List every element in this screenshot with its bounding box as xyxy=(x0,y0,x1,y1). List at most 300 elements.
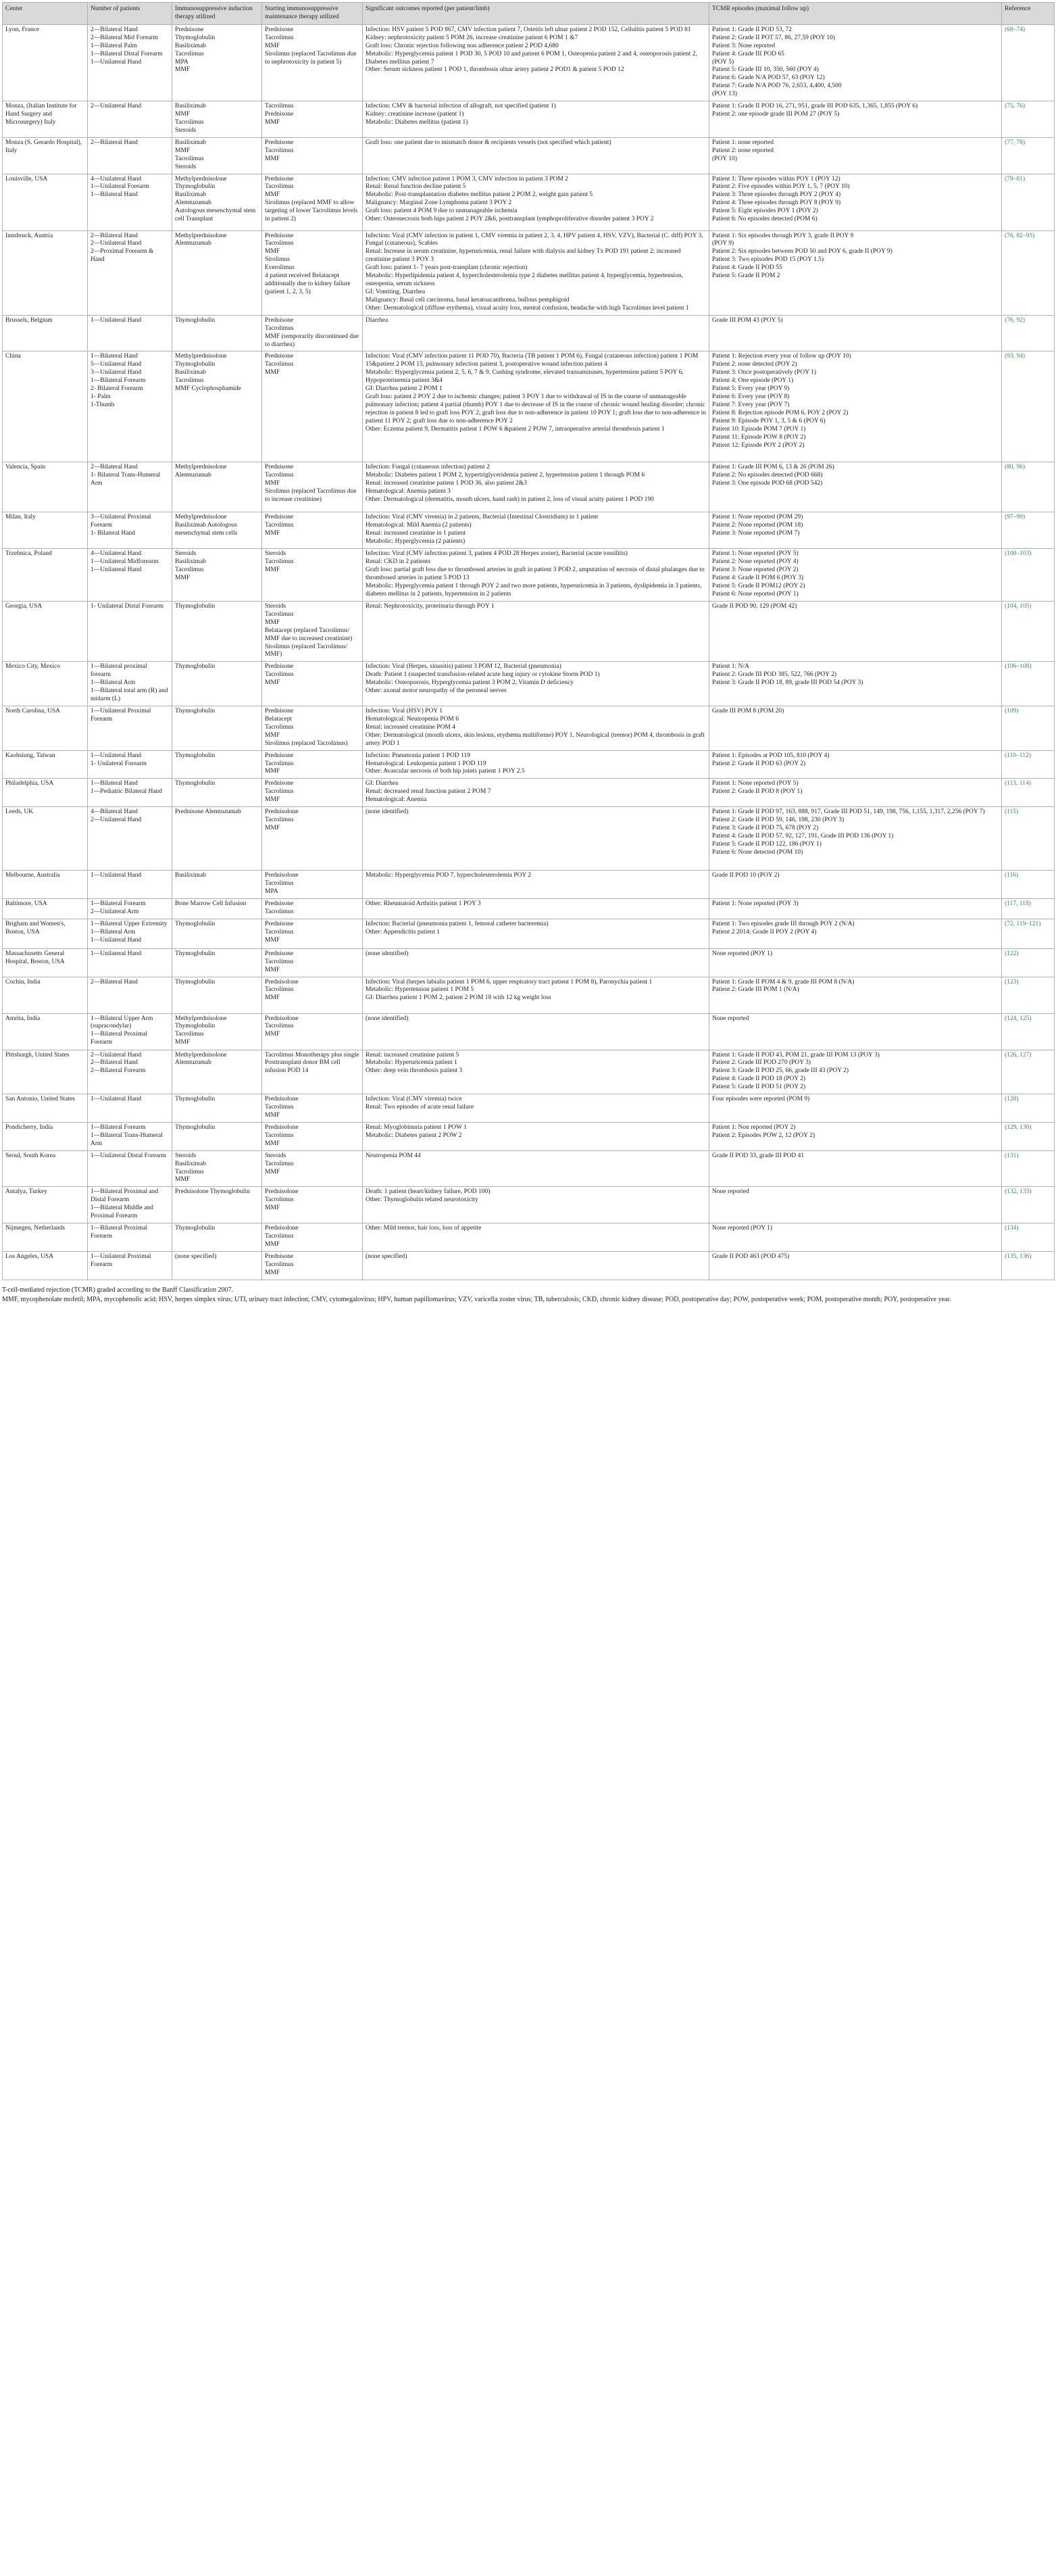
footnote-abbreviations: MMF, mycophenolate mofetil; MPA, mycophenolic acid; HSV, herpes simplex virus; UTI, urinary tract infection; CMV, cytomegalovirus; HPV, human papillomavirus; VZV, varicella zoster virus; TB, tuberculosis; CKD, chronic kidney disease; POD, postoperative day; POW, postoperative week; POM, postoperative month; POY, postoperative year. xyxy=(2,1296,951,1304)
cell-line: Thymoglobulin xyxy=(175,920,216,927)
cell-line: Patient 2: None reported (POM 18) xyxy=(712,522,803,529)
cell-line: Infection: CMV & bacterial infection of allograft, not specified (patient 1) xyxy=(366,103,556,110)
cell-line: Patient 12: Episode POY 2 (POY 2) xyxy=(712,441,805,449)
reference-link[interactable]: (93, 94) xyxy=(1005,353,1026,360)
cell-tcmr xyxy=(709,137,1002,174)
cell-outcomes xyxy=(363,807,709,871)
cell-line: Renal: increased creatinine POM 4 xyxy=(366,723,455,731)
reference-link[interactable]: (116) xyxy=(1005,872,1019,879)
cell-line: 2—Bilateral Hand xyxy=(91,232,138,239)
cell-line: (none identified) xyxy=(366,808,409,816)
cell-line: Patient 1: Grade III POM 6, 13 & 26 (POM 26) xyxy=(712,464,834,471)
cell-line: Patient 3: None reported xyxy=(712,42,776,49)
cell-line: Patient 10: Episode POM 7 (POY 1) xyxy=(712,425,806,433)
cell-tcmr xyxy=(709,1122,1002,1150)
cell-maintenance xyxy=(262,948,363,977)
cell-patients xyxy=(88,24,172,101)
cell-outcomes xyxy=(363,948,709,977)
cell-center xyxy=(3,462,88,512)
cell-tcmr xyxy=(709,512,1002,549)
reference-link[interactable]: (80, 96) xyxy=(1005,464,1026,471)
cell-patients xyxy=(88,807,172,871)
cell-line: Hematological: Anemia xyxy=(366,796,427,804)
cell-line: GI: Diarrhea patient 1 POM 2, patient 2 POM 18 with 12 kg weight loss xyxy=(366,994,551,1002)
cell-line: 2—Bilateral Hand xyxy=(91,978,138,986)
cell-induction xyxy=(172,462,262,512)
table-row xyxy=(3,919,1055,948)
cell-line: Infection: Viral (CMV infection patient 3, patient 4 POD 28 Herpes zoster), Bacterial (acute tonsilitis) xyxy=(366,550,628,558)
cell-patients xyxy=(88,1223,172,1252)
reference-link[interactable]: (115) xyxy=(1005,808,1019,816)
cell-line: Brigham and Women's, Boston, USA xyxy=(5,920,66,935)
cell-line: Tacrolimus xyxy=(265,671,294,679)
cell-center xyxy=(3,1013,88,1050)
cell-outcomes xyxy=(363,462,709,512)
cell-line: Prednisolone xyxy=(265,872,299,879)
cell-line: Prednisone xyxy=(265,780,294,787)
cell-line: 1—Bilateral proximal forearm xyxy=(91,663,147,679)
reference-link[interactable]: (122) xyxy=(1005,950,1019,957)
cell-line: Prednisolone xyxy=(265,978,299,986)
cell-line: Patient 4: Grade III POD 65 xyxy=(712,50,784,57)
reference-link[interactable]: (123) xyxy=(1005,978,1019,986)
cell-line: Infection: Viral (herpes labialis patient 1 POM 6, upper respiratory tract patient 1 POM 8), Paronychia patient 1 xyxy=(366,978,653,986)
cell-line: Pondicherry, India xyxy=(5,1123,53,1131)
cell-line: Patient 1: None reported (POY 5) xyxy=(712,550,799,558)
cell-patients xyxy=(88,1187,172,1223)
cell-line: Patient 2: Grade III POD 385, 522, 766 (POY 2) xyxy=(712,671,837,679)
cell-maintenance xyxy=(262,1187,363,1223)
cell-line: MMF xyxy=(265,1140,280,1147)
cell-maintenance xyxy=(262,24,363,101)
cell-patients xyxy=(88,1013,172,1050)
cell-maintenance xyxy=(262,1223,363,1252)
col-header-induction: Immunosuppressive induction therapy utilized xyxy=(172,3,262,25)
cell-line: Patient 5: Every year (POY 9) xyxy=(712,385,790,393)
cell-outcomes xyxy=(363,24,709,101)
cell-line: 2- Bilateral Forearm xyxy=(91,385,143,393)
cell-tcmr xyxy=(709,601,1002,661)
cell-line: Thymoglobulin xyxy=(175,34,216,41)
cell-line: Other: Thymoglobulin related neurotoxicity xyxy=(366,1196,478,1204)
cell-reference[interactable] xyxy=(1002,1150,1055,1187)
cell-outcomes xyxy=(363,601,709,661)
cell-line: 1—Bilateral total arm (R) and midarm (L) xyxy=(91,687,168,703)
cell-induction xyxy=(172,230,262,315)
cell-reference[interactable] xyxy=(1002,706,1055,751)
cell-line: Thymoglobulin xyxy=(175,1096,216,1103)
cell-line: Tacrolimus xyxy=(175,155,204,162)
cell-induction xyxy=(172,101,262,138)
cell-line: Baltimore, USA xyxy=(5,900,47,907)
reference-link[interactable]: (72, 119–121) xyxy=(1005,920,1041,927)
cell-outcomes xyxy=(363,871,709,899)
cell-line: Steroids xyxy=(265,550,286,558)
cell-line: (POY 13) xyxy=(712,91,737,98)
cell-reference[interactable] xyxy=(1002,948,1055,977)
cell-line: 3—Unilateral Hand xyxy=(91,369,142,376)
cell-line: Thymoglobulin xyxy=(175,1023,216,1030)
cell-line: Sirolimus xyxy=(265,256,290,264)
cell-line: Patient 5: Grade II POM 2 xyxy=(712,272,780,280)
cell-line: Renal: increased creatinine in 1 patient xyxy=(366,530,466,537)
cell-center xyxy=(3,779,88,807)
cell-line: Mexico City, Mexico xyxy=(5,663,60,671)
cell-line: 2—Bilateral Hand xyxy=(91,464,138,471)
cell-line: Metabolic: Hypertension patient 1 POM 5 xyxy=(366,986,474,994)
cell-reference[interactable] xyxy=(1002,779,1055,807)
cell-line: MMF xyxy=(265,248,280,256)
cell-line: 1—Unilateral Hand xyxy=(91,872,142,879)
cell-line: Patient 2: Five episodes within POY 1, 5, 7 (POY 10) xyxy=(712,183,850,191)
cell-induction xyxy=(172,977,262,1013)
cell-patients xyxy=(88,549,172,602)
table-row xyxy=(3,24,1055,101)
cell-reference[interactable] xyxy=(1002,898,1055,919)
cell-line: Patient 1: Grade II POD 43, POM 21, grade III POM 13 (POY 3) xyxy=(712,1051,880,1059)
cell-line: Infection: Fungal (cutaneous infection) patient 2 xyxy=(366,464,490,471)
cell-tcmr xyxy=(709,1013,1002,1050)
cell-line: Alemtuzumab xyxy=(175,199,211,207)
cell-reference[interactable] xyxy=(1002,462,1055,512)
cell-line: (POY 10) xyxy=(712,155,737,162)
cell-maintenance xyxy=(262,898,363,919)
cell-line: Patient 2: Grade II POT 57, 86, 27,59 (POY 10) xyxy=(712,34,836,41)
cell-patients xyxy=(88,315,172,351)
cell-reference[interactable] xyxy=(1002,601,1055,661)
cell-induction xyxy=(172,871,262,899)
cell-maintenance xyxy=(262,807,363,871)
reference-link[interactable]: (124, 125) xyxy=(1005,1015,1032,1022)
cell-line: Other: axonal motor neuropathy of the peroneal nerves xyxy=(366,687,507,695)
cell-line: Patient 6: No episodes detected (POM 6) xyxy=(712,216,818,223)
cell-line: Prednisone xyxy=(265,514,294,521)
cell-line: Patient 11: Episode POW 8 (POY 2) xyxy=(712,433,806,441)
cell-outcomes xyxy=(363,549,709,602)
cell-reference[interactable] xyxy=(1002,1013,1055,1050)
table-row xyxy=(3,1187,1055,1223)
cell-line: Tacrolimus xyxy=(265,1160,294,1167)
cell-outcomes xyxy=(363,750,709,779)
cell-reference[interactable] xyxy=(1002,1223,1055,1252)
cell-line: Methylprednisolone xyxy=(175,1051,227,1059)
reference-link[interactable]: (117, 118) xyxy=(1005,900,1031,907)
cell-line: Patient 9: Episode POY 1, 3, 5 & 6 (POY 6) xyxy=(712,417,826,424)
cell-center xyxy=(3,1252,88,1280)
cell-line: MMF xyxy=(175,1039,191,1046)
cell-line: Los Angeles, USA xyxy=(5,1253,53,1261)
reference-link[interactable]: (77, 78) xyxy=(1005,139,1026,146)
cell-line: Patient 8: Rejection episode POM 6, POY 2 (POY 2) xyxy=(712,409,849,416)
cell-line: Thymoglobulin xyxy=(175,752,216,759)
cell-line: 1—Bilateral Proximal Forearm xyxy=(91,1031,148,1046)
reference-link[interactable]: (135, 136) xyxy=(1005,1253,1032,1261)
cell-line: MMF xyxy=(265,679,280,687)
cell-line: 2—Unilateral Hand xyxy=(91,240,142,247)
cell-line: Alemtuzumab xyxy=(175,1059,211,1067)
cell-reference[interactable] xyxy=(1002,919,1055,948)
cell-line: Autologous mesenchymal stem cell Transplant xyxy=(175,208,256,223)
cell-line: Prednisolone xyxy=(265,1225,299,1232)
cell-induction xyxy=(172,601,262,661)
cell-line: Thymoglobulin xyxy=(175,663,216,671)
cell-reference[interactable] xyxy=(1002,977,1055,1013)
cell-line: Basiliximab Autologous mesenchymal stem cells xyxy=(175,522,238,537)
cell-tcmr xyxy=(709,750,1002,779)
cell-line: Valencia, Spain xyxy=(5,464,46,471)
cell-outcomes xyxy=(363,1150,709,1187)
cell-outcomes xyxy=(363,706,709,751)
cell-line: Basiliximab xyxy=(175,369,206,376)
cell-center xyxy=(3,750,88,779)
cell-line: Renal: Two episodes of acute renal failure xyxy=(366,1104,474,1111)
cell-line: 2—Unilateral Hand xyxy=(91,103,142,110)
cell-line: Tacrolimus xyxy=(265,558,294,566)
cell-line: Patient 4: Grade II POD 57, 92, 127, 191, Grade III POD 136 (POY 1) xyxy=(712,832,894,840)
cell-line: Patient 3: Grade II POD 25, 66, grade III 43 (POY 2) xyxy=(712,1067,849,1075)
table-row xyxy=(3,807,1055,871)
cell-reference[interactable] xyxy=(1002,137,1055,174)
cell-tcmr xyxy=(709,351,1002,462)
reference-link[interactable]: (131) xyxy=(1005,1152,1019,1159)
cell-line: GI: Vomiting, Diarrhea xyxy=(366,288,426,295)
cell-line: Lyon, France xyxy=(5,26,40,33)
cell-center xyxy=(3,137,88,174)
cell-center xyxy=(3,174,88,230)
cell-maintenance xyxy=(262,662,363,706)
cell-reference[interactable] xyxy=(1002,1252,1055,1280)
cell-line: MMF xyxy=(265,994,280,1002)
cell-patients xyxy=(88,1150,172,1187)
cell-induction xyxy=(172,1013,262,1050)
cell-line: Patient 4: One episode (POY 1) xyxy=(712,377,794,385)
cell-reference[interactable] xyxy=(1002,315,1055,351)
col-header-tcmr: TCMR episodes (maximal follow up) xyxy=(709,3,1002,25)
cell-line: Seoul, South Korea xyxy=(5,1152,56,1159)
cell-line: Belatacept (replaced Tacrolimus/ MMF due to increased creatinine) xyxy=(265,627,353,642)
cell-tcmr xyxy=(709,315,1002,351)
reference-link[interactable]: (68–74) xyxy=(1005,26,1026,33)
cell-line: MMF xyxy=(265,1168,280,1175)
cell-line: Death: 1 patient (heart/kidney failure, POD 100) xyxy=(366,1188,491,1196)
reference-link[interactable]: (128) xyxy=(1005,1096,1019,1103)
cell-line: 2—Bilateral Hand xyxy=(91,26,138,33)
cell-line: Patient 5: Eight episodes POY 1 (POY 2) xyxy=(712,208,818,215)
cell-center xyxy=(3,351,88,462)
cell-line: Hematological: Anemia patient 3 xyxy=(366,488,451,495)
cell-tcmr xyxy=(709,919,1002,948)
cell-line: Sirolimus (replaced Tacrolimus/ MMF) xyxy=(265,643,348,658)
cell-line: Patient 1: Two episodes grade III through POY 2 (N/A) xyxy=(712,920,855,927)
cell-line: MMF xyxy=(265,936,280,944)
reference-link[interactable]: (109) xyxy=(1005,708,1019,715)
cell-maintenance xyxy=(262,601,363,661)
cell-line: Bone Marrow Cell Infusion xyxy=(175,900,247,907)
cell-line: Basiliximab xyxy=(175,1160,206,1167)
cell-line: MMF xyxy=(175,1176,191,1184)
cell-line: Patient 3: None reported (POY 2) xyxy=(712,566,799,574)
cell-line: Malignancy: Basal cell carcinoma, basal keratoacanthoma, bullous pemphigoid xyxy=(366,296,570,303)
cell-reference[interactable] xyxy=(1002,351,1055,462)
cell-line: Alemtuzumab xyxy=(175,472,211,479)
cell-line: Renal: CKD in 2 patients xyxy=(366,558,431,566)
cell-line: Tacrolimus xyxy=(175,566,204,574)
cell-reference[interactable] xyxy=(1002,1050,1055,1094)
cell-induction xyxy=(172,1150,262,1187)
cell-patients xyxy=(88,750,172,779)
reference-link[interactable]: (132, 133) xyxy=(1005,1188,1032,1196)
cell-reference[interactable] xyxy=(1002,174,1055,230)
cell-line: Steroids xyxy=(175,550,197,558)
cell-line: Patient 1: Grade II POD 16, 271, 951, grade III POD 635, 1,365, 1,855 (POY 6) xyxy=(712,103,918,110)
reference-link[interactable]: (104, 105) xyxy=(1005,602,1032,610)
cell-outcomes xyxy=(363,1050,709,1094)
cell-line: Death: Patient 1 (suspected transfusion-related acute lung injury or cytokine Storm POD 1) xyxy=(366,671,600,679)
cell-line: Prednisone xyxy=(265,663,294,671)
cell-line: Prednisone xyxy=(265,232,294,239)
header-row xyxy=(3,3,1055,25)
cell-line: 1- Unilateral Distal Forearm xyxy=(91,602,164,610)
cell-line: 1—Bilateral Arm xyxy=(91,928,136,935)
cell-induction xyxy=(172,351,262,462)
cell-line: MMF xyxy=(265,731,280,739)
cell-line: Four episodes were reported (POM 9) xyxy=(712,1096,810,1103)
reference-link[interactable]: (129, 130) xyxy=(1005,1123,1032,1131)
cell-reference[interactable] xyxy=(1002,750,1055,779)
cell-line: 2—Unilateral Arm xyxy=(91,908,139,915)
reference-link[interactable]: (126, 127) xyxy=(1005,1051,1032,1059)
cell-line: MMF xyxy=(265,530,280,537)
reference-link[interactable]: (106–108) xyxy=(1005,663,1032,671)
cell-reference[interactable] xyxy=(1002,662,1055,706)
cell-maintenance xyxy=(262,351,363,462)
cell-reference[interactable] xyxy=(1002,512,1055,549)
cell-reference[interactable] xyxy=(1002,101,1055,138)
cell-line: Renal: Increase in serum creatinine, hyperuricemia, renal failure with dialysis and kidney Tx POD 191 patient 2; increased creatinine patient 3 POY 3 xyxy=(366,248,681,264)
cell-line: None reported (POY 1) xyxy=(712,1225,773,1232)
cell-tcmr xyxy=(709,101,1002,138)
cell-line: Prednisone xyxy=(265,464,294,471)
table-row xyxy=(3,1223,1055,1252)
cell-patients xyxy=(88,977,172,1013)
cell-maintenance xyxy=(262,919,363,948)
cell-line: Infection: Viral (HSV) POY 1 xyxy=(366,708,443,715)
cell-line: Methylprednisolone xyxy=(175,1015,227,1022)
cell-reference[interactable] xyxy=(1002,1094,1055,1123)
table-row xyxy=(3,977,1055,1013)
cell-line: Kidney: nephrotoxicity patient 5 POM 26, increase creatinine patient 6 POM 1 &7 xyxy=(366,34,578,41)
cell-line: Patient 2: None reported (POY 4) xyxy=(712,558,799,566)
cell-line: Patient 3: One episode POD 68 (POD 542) xyxy=(712,480,823,487)
cell-line: Prednisolone Thymoglobulin xyxy=(175,1188,250,1196)
cell-reference[interactable] xyxy=(1002,549,1055,602)
cell-line: Other: deep vein thrombosis patient 3 xyxy=(366,1067,463,1075)
cell-tcmr xyxy=(709,1050,1002,1094)
cell-line: (POY 5) xyxy=(712,58,734,66)
cell-line: Tacrolimus xyxy=(265,928,294,935)
cell-reference[interactable] xyxy=(1002,230,1055,315)
cell-center xyxy=(3,315,88,351)
reference-link[interactable]: (79–81) xyxy=(1005,175,1026,183)
reference-link[interactable]: (100–103) xyxy=(1005,550,1032,558)
cell-reference[interactable] xyxy=(1002,807,1055,871)
cell-line: (none identified) xyxy=(366,1015,409,1022)
cell-tcmr xyxy=(709,779,1002,807)
cell-line: Metabolic: Diabetes patient 2 POW 2 xyxy=(366,1132,462,1139)
cell-line: Tacrolimus Monotherapy plus single Posttransplant donor BM cell infusion POD 14 xyxy=(265,1051,359,1075)
cell-maintenance xyxy=(262,462,363,512)
cell-reference[interactable] xyxy=(1002,1122,1055,1150)
cell-line: Patient 3: Once postoperatively (POY 1) xyxy=(712,369,816,376)
reference-link[interactable]: (75, 76) xyxy=(1005,103,1026,110)
cell-maintenance xyxy=(262,512,363,549)
reference-link[interactable]: (76, 92) xyxy=(1005,316,1026,324)
cell-outcomes xyxy=(363,1223,709,1252)
reference-link[interactable]: (113, 114) xyxy=(1005,780,1031,787)
cell-reference[interactable] xyxy=(1002,24,1055,101)
cell-patients xyxy=(88,1050,172,1094)
cell-line: Renal: Myoglobinuria patient 1 POW 1 xyxy=(366,1123,467,1131)
cell-reference[interactable] xyxy=(1002,871,1055,899)
cell-line: None reported xyxy=(712,1188,749,1196)
reference-link[interactable]: (97–99) xyxy=(1005,514,1026,521)
cell-line: Patient 2: none reported xyxy=(712,147,774,154)
reference-link[interactable]: (110–112) xyxy=(1005,752,1031,759)
cell-line: Patient 6: Grade N/A POD 57, 63 (POY 12) xyxy=(712,74,825,82)
cell-line: Prednisone xyxy=(265,111,294,118)
cell-line: 1—Bilateral Hand xyxy=(91,353,138,360)
cell-tcmr xyxy=(709,174,1002,230)
cell-line: Kidney: creatinine increase (patient 1) xyxy=(366,111,464,118)
cell-line: 1—Unilateral Hand xyxy=(91,1096,142,1103)
cell-maintenance xyxy=(262,549,363,602)
reference-link[interactable]: (76, 82–93) xyxy=(1005,232,1035,239)
cell-maintenance xyxy=(262,1050,363,1094)
cell-line: Patient 5: Grade III 10, 350, 560 (POY 4) xyxy=(712,66,819,74)
cell-reference[interactable] xyxy=(1002,1187,1055,1223)
cell-line: Patient 2: Grade II POD 8 (POY 1) xyxy=(712,788,803,796)
cell-induction xyxy=(172,1223,262,1252)
cell-line: GI: Diarrhea patient 2 POM 1 xyxy=(366,385,443,393)
cell-line: Other: Serum sickness patient 1 POD 1, thrombosis ulnar artery patient 2 POD1 & patient 5 POD 12 xyxy=(366,66,624,74)
cell-line: Graft loss: patient 1- 7 years post-transplant (chronic rejection) xyxy=(366,264,528,272)
cell-line: 2—Unilateral Hand xyxy=(91,817,142,824)
cell-maintenance xyxy=(262,977,363,1013)
cell-line: Methylprednisolone xyxy=(175,232,227,239)
reference-link[interactable]: (134) xyxy=(1005,1225,1019,1232)
cell-line: San Antonio, United States xyxy=(5,1096,75,1103)
cell-line: Methylprednisolone xyxy=(175,514,227,521)
cell-patients xyxy=(88,662,172,706)
cell-patients xyxy=(88,948,172,977)
table-row xyxy=(3,137,1055,174)
cell-line: MMF xyxy=(265,42,280,49)
cell-line: Tacrolimus xyxy=(175,377,204,385)
cell-line: Graft loss: one patient due to mismatch donor & recipients vessels (not specified which patient) xyxy=(366,139,611,146)
cell-line: Patient 1: Rejection every year of follow up (POY 10) xyxy=(712,353,851,360)
table-row xyxy=(3,230,1055,315)
cell-patients xyxy=(88,230,172,315)
cell-line: Prednisone xyxy=(175,26,204,33)
cell-line: MMF xyxy=(265,1031,280,1038)
cell-tcmr xyxy=(709,549,1002,602)
cell-line: None reported xyxy=(712,1015,749,1022)
cell-line: Patient 3: Two episodes POD 15 (POY 1.5) xyxy=(712,256,824,264)
cell-line: Patient 6: None reported (POY 1) xyxy=(712,591,799,598)
cell-line: Patient 2: Grade III POD 270 (POY 3) xyxy=(712,1059,811,1067)
cell-line: MMF xyxy=(265,191,280,199)
cell-line: 4—Unilateral Hand xyxy=(91,175,142,183)
